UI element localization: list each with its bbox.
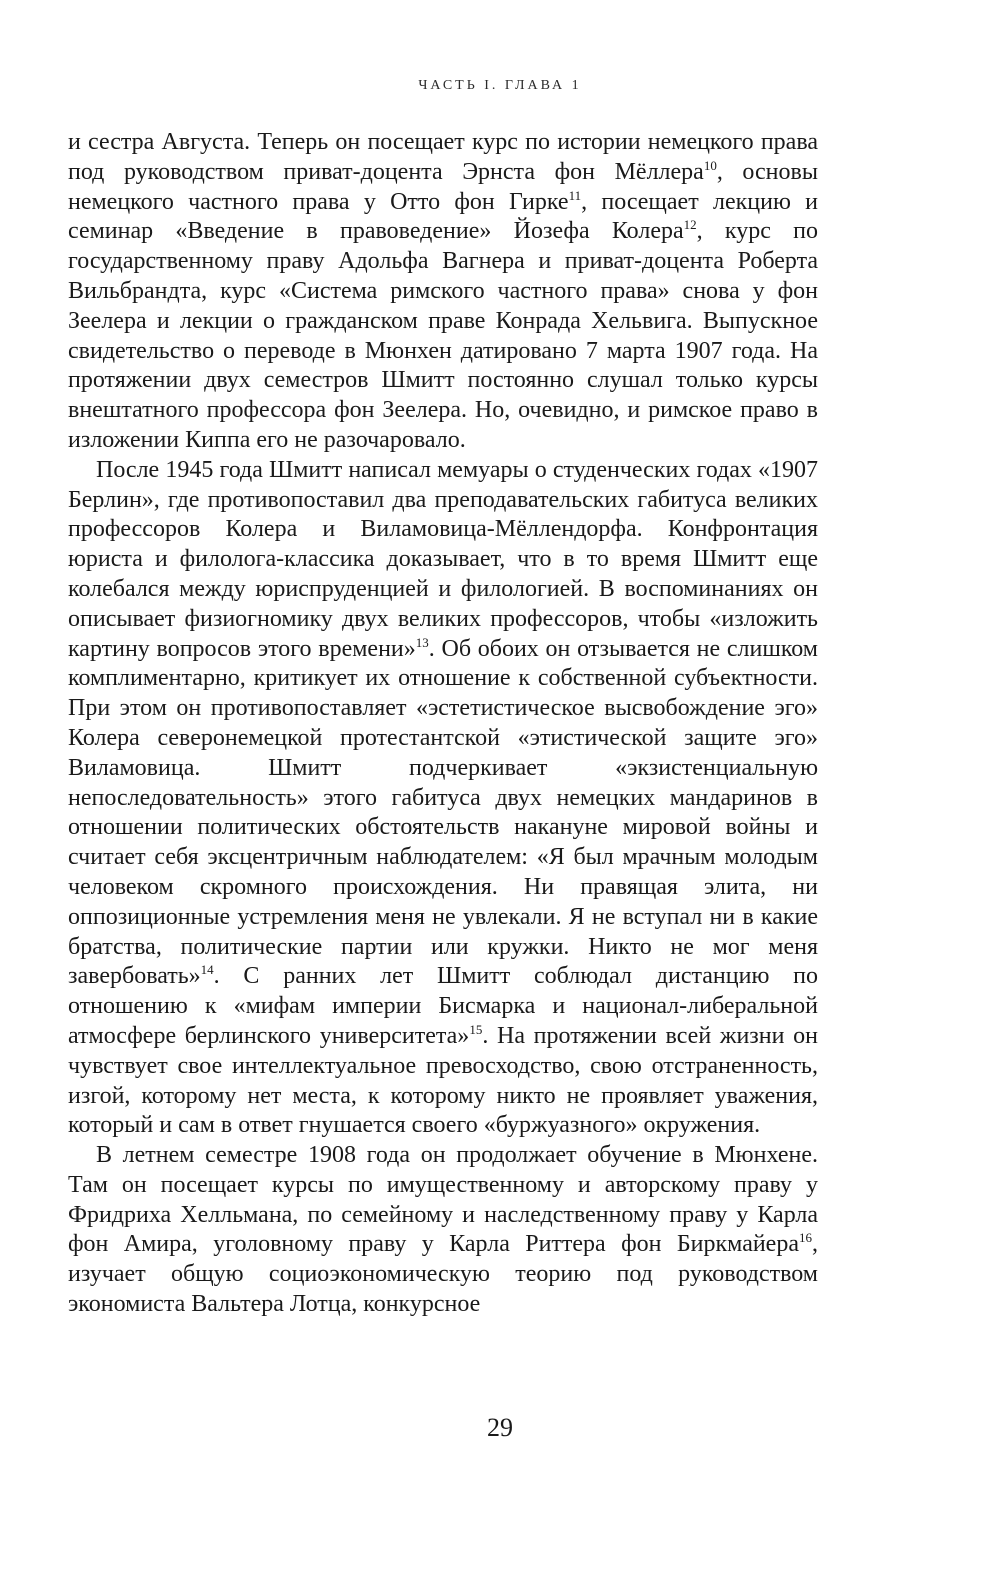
text-segment: . С ранних лет Шмитт соблюдал дистанцию по отношению к «мифам империи Бисмарка и национал-либеральной атмосфере берлинского университета» bbox=[68, 963, 818, 1049]
text-segment: , посещает лекцию и семинар «Введение в правоведение» Йозефа Колера bbox=[68, 188, 819, 245]
text-segment: . Об обоих он отзывается не слишком комплиментарно, критикует их отношение к собственной субъектности. При этом он противопоставляет «эстетистическое высвобождение эго» Колера северонемецкой протестантской «этистической защите эго» Виламовица. Шмитт подчеркивает «экзистенциальную непоследовательность» этого габитуса двух немецких мандаринов в отношении политических обстоятельств накануне мировой войны и считает себя эксцентричным наблюдателем: «Я был мрачным молодым человеком скромного происхождения. Ни правящая элита, ни оппозиционные устремления меня не увлекали. Я не вступал ни в какие братства, политические партии или кружки. Никто не мог меня завербовать» bbox=[68, 635, 818, 990]
text-segment: , изучает общую социоэкономическую теорию под руководством экономиста Вальтера Лотца, конкурсное bbox=[68, 1231, 818, 1318]
footnote-ref[interactable]: 14 bbox=[200, 962, 214, 978]
paragraph-3 bbox=[68, 1141, 818, 1320]
footnote-ref[interactable]: 16 bbox=[799, 1230, 812, 1246]
body-text bbox=[68, 128, 818, 1320]
paragraph-1 bbox=[68, 128, 818, 456]
running-head: ЧАСТЬ I. ГЛАВА 1 bbox=[418, 78, 582, 93]
text-segment: После 1945 года Шмитт написал мемуары о студенческих годах «1907 Берлин», где противопоставил два преподавательских габитуса великих профессоров Колера и Виламовица-Мёллендорфа. Конфронтация юриста и филолога-классика доказывает, что в то время Шмитт еще колебался между юриспруденцией и филологией. В воспоминаниях он описывает физиогномику двух великих профессоров, чтобы «изложить картину вопросов этого времени» bbox=[68, 456, 818, 662]
footnote-ref[interactable]: 15 bbox=[469, 1021, 483, 1037]
paragraph-2 bbox=[68, 456, 818, 1141]
text-segment: В летнем семестре 1908 года он продолжает обучение в Мюнхене. Там он посещает курсы по имущественному и авторскому праву у Фридриха Хелльмана, по семейному и наследственному праву у Карла фон Амира, уголовному праву у Карла Риттера фон Биркмайера bbox=[68, 1142, 818, 1258]
footnote-ref[interactable]: 10 bbox=[703, 157, 717, 173]
text-segment: , основы немецкого частного права у Отто фон Гирке bbox=[68, 158, 818, 215]
footnote-ref[interactable]: 11 bbox=[568, 187, 582, 203]
page-number: 29 bbox=[487, 1413, 513, 1442]
text-segment: , курс по государственному праву Адольфа Вагнера и приват-доцента Роберта Вильбрандта, курс «Система римского частного права» снова у фон Зеелера и лекции о гражданском праве Конрада Хельвига. Выпускное свидетельство о переводе в Мюнхен датировано 7 марта 1907 года. На протяжении двух семестров Шмитт постоянно слушал только курсы внештатного профессора фон Зеелера. Но, очевидно, и римское право в изложении Киппа его не разочаровало. bbox=[68, 218, 818, 453]
footnote-ref[interactable]: 12 bbox=[683, 217, 697, 233]
footnote-ref[interactable]: 13 bbox=[415, 634, 429, 650]
text-segment: и сестра Августа. Теперь он посещает курс по истории немецкого права под руководством приват-доцента Эрнста фон Мёллера bbox=[68, 129, 818, 185]
text-segment: . На протяжении всей жизни он чувствует свое интеллектуальное превосходство, свою отстраненность, изгой, которому нет места, к которому никто не проявляет уважения, который и сам в ответ гнушается своего «буржуазного» окружения. bbox=[68, 1022, 818, 1139]
